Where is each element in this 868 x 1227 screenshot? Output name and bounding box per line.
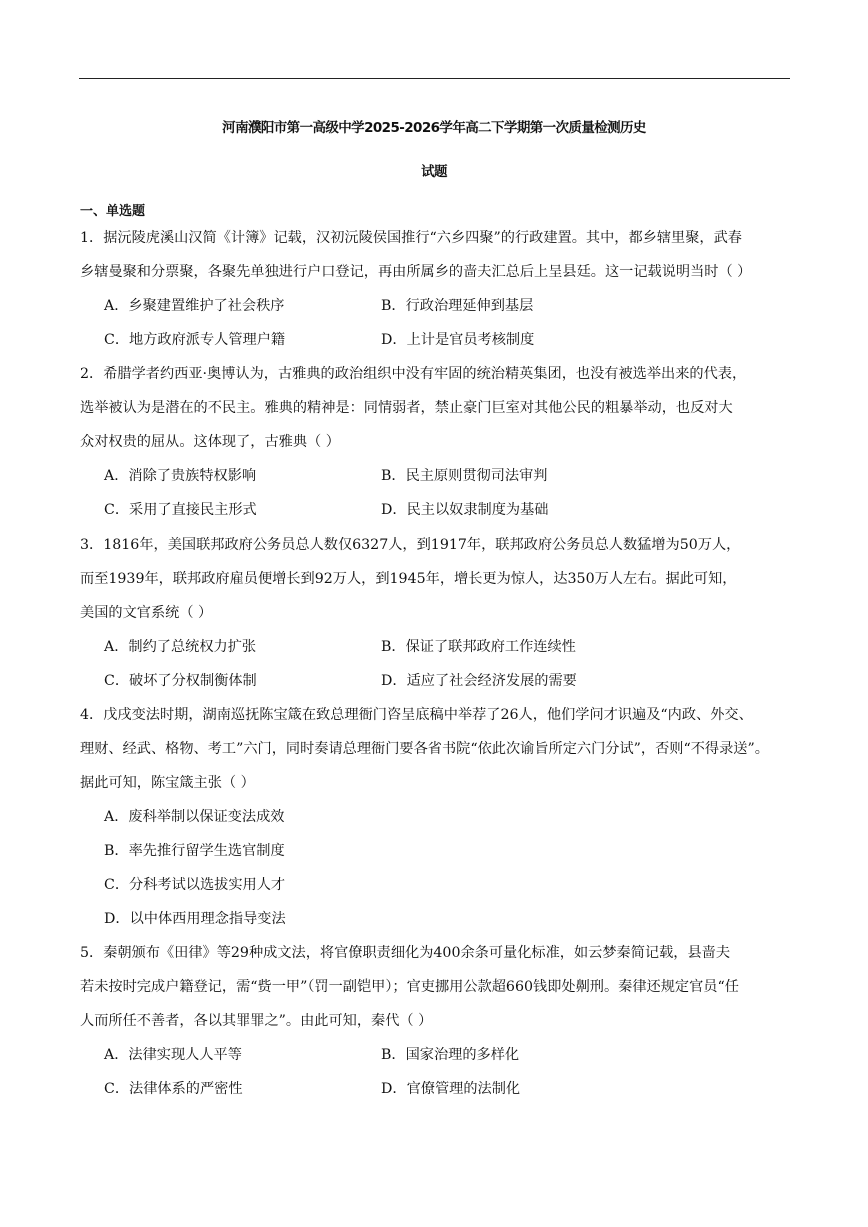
question-5-line-2: 若未按时完成户籍登记，需“赀一甲”（罚一副铠甲）；官吏挪用公款超660钱即处劓刑。秦律还规定官员“任 — [80, 979, 739, 995]
question-3-option-b: B．保证了联邦政府工作连续性 — [381, 639, 576, 655]
question-4-line-3: 据此可知，陈宝箴主张（ ） — [80, 775, 255, 791]
question-4-line-1: 4．戊戌变法时期，湖南巡抚陈宝箴在致总理衙门咨呈底稿中举荐了26人，他们学问才识遍及“内政、外交、 — [80, 707, 753, 723]
question-1-option-b: B．行政治理延伸到基层 — [381, 298, 534, 314]
question-3-line-3: 美国的文官系统（ ） — [80, 605, 213, 621]
question-3-option-a: A．制约了总统权力扩张 — [104, 639, 257, 655]
document-title-line-2: 试题 — [421, 164, 447, 180]
question-5-line-3: 人而所任不善者，各以其罪罪之”。由此可知，秦代（ ） — [80, 1013, 433, 1029]
question-1-option-c: C．地方政府派专人管理户籍 — [104, 332, 286, 348]
question-3-option-d: D．适应了社会经济发展的需要 — [381, 673, 577, 689]
question-5-line-1: 5．秦朝颁布《田律》等29种成文法，将官僚职责细化为400余条可量化标准，如云梦秦简记载，县啬夫 — [80, 945, 731, 961]
question-4-option-c: C．分科考试以选拔实用人才 — [104, 877, 286, 893]
question-2-option-d: D．民主以奴隶制度为基础 — [381, 502, 549, 518]
question-2-option-b: B．民主原则贯彻司法审判 — [381, 468, 548, 484]
question-1-line-1: 1．据沅陵虎溪山汉简《计簿》记载，汉初沅陵侯国推行“六乡四聚”的行政建置。其中，都乡辖里聚，武春 — [80, 230, 742, 246]
section-heading: 一、单选题 — [80, 204, 146, 219]
question-4-option-d: D．以中体西用理念指导变法 — [104, 911, 286, 927]
question-5-option-a: A．法律实现人人平等 — [104, 1047, 242, 1063]
question-2-option-c: C．采用了直接民主形式 — [104, 502, 257, 518]
question-3-line-1: 3．1816年，美国联邦政府公务员总人数仅6327人，到1917年，联邦政府公务员总人数猛增为50万人， — [80, 537, 741, 553]
question-1-option-d: D．上计是官员考核制度 — [381, 332, 535, 348]
question-4-line-2: 理财、经武、格物、考工”六门，同时奏请总理衙门要各省书院“依此次谕旨所定六门分试”，否则“不得录送”。 — [80, 741, 769, 757]
question-4-option-a: A．废科举制以保证变法成效 — [104, 809, 285, 825]
question-1-option-a: A．乡聚建置维护了社会秩序 — [104, 298, 285, 314]
question-1-line-2: 乡辖曼聚和分票聚，各聚先单独进行户口登记，再由所属乡的啬夫汇总后上呈县廷。这一记载说明当时（ ） — [80, 264, 752, 280]
question-3-line-2: 而至1939年，联邦政府雇员便增长到92万人，到1945年，增长更为惊人，达350万人左右。据此可知， — [80, 571, 737, 587]
question-5-option-b: B．国家治理的多样化 — [381, 1047, 520, 1063]
document-title-line-1: 河南濮阳市第一高级中学2025-2026学年高二下学期第一次质量检测历史 — [222, 120, 646, 136]
question-5-option-c: C．法律体系的严密性 — [104, 1081, 243, 1097]
question-5-option-d: D．官僚管理的法制化 — [381, 1081, 521, 1097]
question-2-line-3: 众对权贵的屈从。这体现了，古雅典（ ） — [80, 434, 340, 450]
question-3-option-c: C．破坏了分权制衡体制 — [104, 673, 257, 689]
question-2-option-a: A．消除了贵族特权影响 — [104, 468, 257, 484]
question-2-line-2: 选举被认为是潜在的不民主。雅典的精神是：同情弱者，禁止豪门巨室对其他公民的粗暴举动，也反对大 — [80, 400, 733, 416]
header-rule — [79, 78, 790, 79]
question-4-option-b: B．率先推行留学生选官制度 — [104, 843, 285, 859]
question-2-line-1: 2．希腊学者约西亚·奥博认为，古雅典的政治组织中没有牢固的统治精英集团，也没有被选举出来的代表， — [80, 366, 747, 382]
